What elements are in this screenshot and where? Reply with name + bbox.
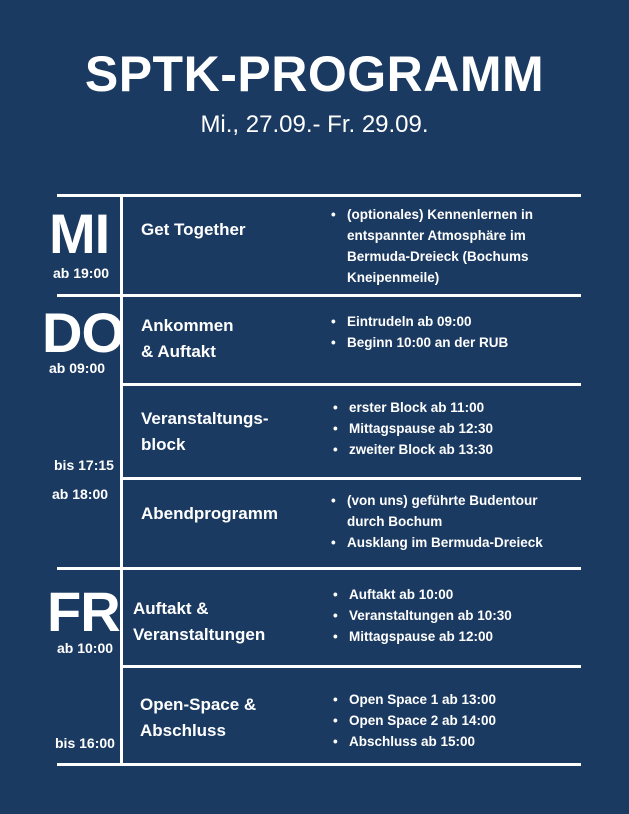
divider-do-2 [120,477,581,480]
block-title-auftakt-veranstaltungen [133,596,265,648]
list-item: • Mittagspause ab 12:30 [333,418,573,439]
time-do-start: ab 09:00 [49,360,106,376]
divider-do-1 [120,383,581,386]
block-title-line: Veranstaltungen [133,625,266,644]
block-title-line: Abschluss [140,721,226,740]
block-title-line: & Auftakt [141,342,216,361]
day-label-fr: FR [47,580,120,643]
time-mi-start: ab 19:00 [53,265,110,281]
list-item: • Mittagspause ab 12:00 [333,626,573,647]
list-item: • Abschluss ab 15:00 [333,731,573,752]
divider-top [57,194,581,197]
day-label-do: DO [42,301,124,364]
list-item: • erster Block ab 11:00 [333,397,573,418]
bullet-list-open-space [333,689,573,752]
list-item: • Eintrudeln ab 09:00 [331,311,571,332]
list-item: • Veranstaltungen ab 10:30 [333,605,573,626]
time-fr-end: bis 16:00 [55,735,115,751]
bullet-list-auftakt-veranstaltungen [333,584,573,647]
bullet-list-veranstaltungsblock [333,397,573,460]
vertical-divider-fr [120,570,123,763]
date-range: Mi., 27.09.- Fr. 29.09. [200,111,429,138]
block-title-line: block [141,435,186,454]
block-title-abendprogramm [141,501,278,527]
block-title-line: Abendprogramm [141,504,278,523]
page-title: SPTK-PROGRAMM [84,46,545,102]
divider-bottom [57,763,581,766]
list-item: • Ausklang im Bermuda-Dreieck [331,532,571,553]
time-do-evening: ab 18:00 [52,486,109,502]
bullet-list-ankommen [331,311,571,353]
time-do-end: bis 17:15 [54,457,114,473]
divider-fr-1 [120,665,581,668]
block-title-open-space [140,692,256,744]
block-title-ankommen [141,313,234,365]
day-label-mi: MI [49,202,110,265]
list-item: • Auftakt ab 10:00 [333,584,573,605]
list-item: • Beginn 10:00 an der RUB [331,332,571,353]
list-item: • (optionales) Kennenlernen in entspannter Atmosphäre im Bermuda-Dreieck (Bochums Kneipenmeile) [331,204,563,288]
divider-mi-do [57,294,581,297]
block-title-line: Ankommen [141,316,234,335]
block-title-veranstaltungsblock [141,406,269,458]
list-item: • Open Space 2 ab 14:00 [333,710,573,731]
bullet-list-get-together [331,204,563,288]
time-fr-start: ab 10:00 [57,640,114,656]
block-title-line: Open-Space & [140,695,257,714]
block-title-line: Auftakt & [133,599,209,618]
bullet-list-abendprogramm [331,490,571,553]
list-item: • (von uns) geführte Budentour durch Bochum [331,490,571,532]
vertical-divider-mi [120,197,123,294]
block-title-line: Veranstaltungs- [141,409,269,428]
block-title-get-together [141,217,246,243]
divider-do-fr [57,567,581,570]
block-title-line: Get Together [141,220,246,239]
list-item: • zweiter Block ab 13:30 [333,439,573,460]
list-item: • Open Space 1 ab 13:00 [333,689,573,710]
